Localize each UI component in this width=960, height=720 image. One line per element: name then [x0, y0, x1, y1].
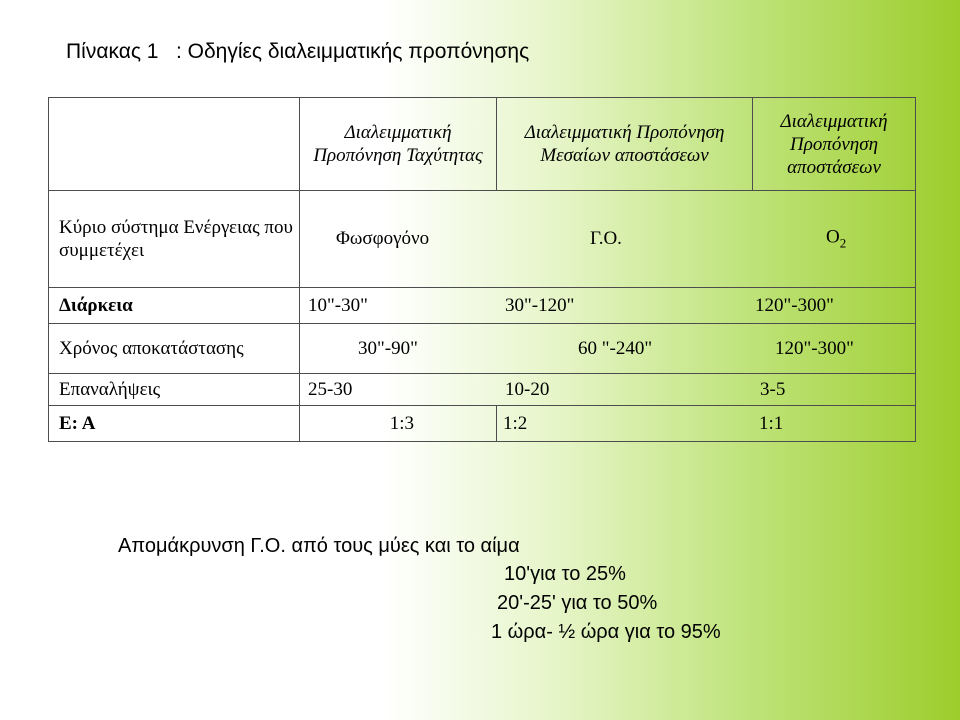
header-speed: Διαλειμματική Προπόνηση Ταχύτητας: [300, 98, 497, 191]
energy-oxygen: [826, 227, 846, 252]
oxygen-symbol: O: [826, 226, 840, 248]
energy-glycolysis: Γ.Ο.: [590, 228, 622, 249]
note-25-percent: 10'για το 25%: [504, 563, 626, 585]
row-recovery: [49, 324, 916, 374]
work-rest-other: [497, 406, 916, 442]
header-middle-distance: Διαλειμματική Προπόνηση Μεσαίων αποστάσεων: [497, 98, 753, 191]
row-work-rest: [49, 406, 916, 442]
recovery-values: [300, 324, 916, 374]
row-energy-system: [49, 191, 916, 288]
note-95-percent: 1 ώρα- ½ ώρα για το 95%: [491, 621, 721, 643]
energy-system-values: [300, 191, 916, 288]
repetitions-middle: 10-20: [505, 378, 550, 400]
label-recovery: Χρόνος αποκατάστασης: [49, 324, 300, 374]
duration-speed: 10"-30": [308, 294, 368, 316]
row-repetitions: [49, 374, 916, 406]
label-repetitions: Επαναλήψεις: [49, 374, 300, 406]
header-distance: Διαλειμματική Προπόνηση αποστάσεων: [753, 98, 916, 191]
slide-title: Πίνακας 1 : Οδηγίες διαλειμματικής προπόνησης: [66, 40, 530, 63]
duration-values: [300, 288, 916, 324]
row-duration: [49, 288, 916, 324]
label-work-rest: Ε: Α: [49, 406, 300, 442]
work-rest-middle: 1:2: [503, 412, 528, 434]
recovery-distance: 120"-300": [775, 337, 854, 359]
energy-phosphagen: Φωσφογόνο: [336, 228, 430, 249]
interval-training-table: [48, 97, 916, 442]
repetitions-values: [300, 374, 916, 406]
work-rest-distance: 1:1: [759, 412, 784, 434]
recovery-speed: 30"-90": [358, 337, 418, 359]
work-rest-speed: 1:3: [300, 406, 497, 442]
label-duration: Διάρκεια: [49, 288, 300, 324]
note-removal-title: Απομάκρυνση Γ.Ο. από τους μύες και το αίμα: [118, 535, 520, 557]
duration-distance: 120"-300": [755, 294, 834, 316]
label-energy-system: Κύριο σύστημα Ενέργειας που συμμετέχει: [49, 191, 300, 288]
repetitions-distance: 3-5: [760, 378, 786, 400]
duration-middle: 30"-120": [505, 294, 575, 316]
recovery-middle: 60 "-240": [578, 337, 653, 359]
oxygen-subscript: 2: [839, 235, 847, 251]
header-empty-cell: [49, 98, 300, 191]
header-row: [49, 98, 916, 191]
repetitions-speed: 25-30: [308, 378, 353, 400]
note-50-percent: 20'-25' για το 50%: [497, 592, 658, 614]
